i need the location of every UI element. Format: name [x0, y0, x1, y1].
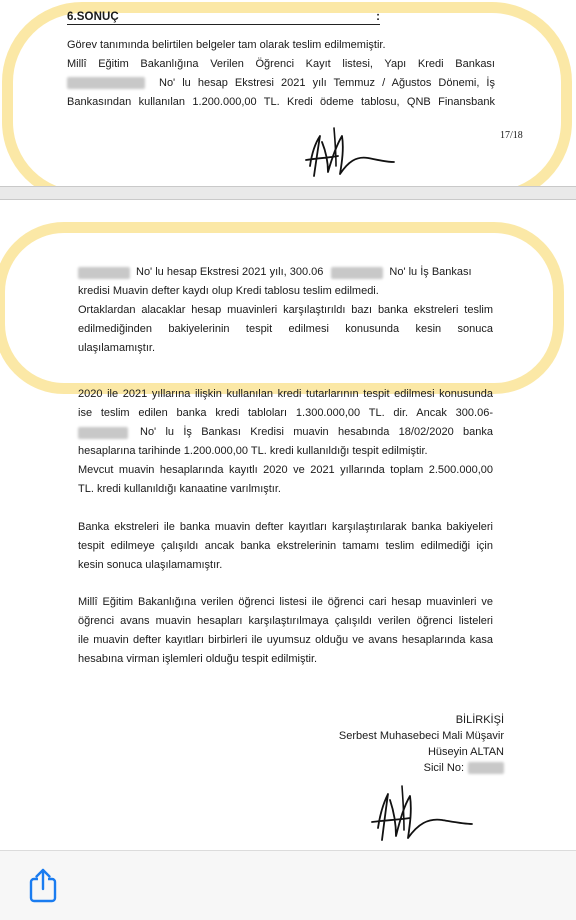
body-line: Mevcut muavin hesaplarında kayıtlı 2020 ve 2021 yıllarında toplam 2.500.000,00: [78, 464, 493, 476]
body-line-text: No' lu hesap Ekstresi 2021 yılı, 300.06: [136, 266, 324, 278]
document-page-17: [0, 0, 576, 186]
body-line: kesin sonuca ulaşılamamıştır.: [78, 559, 223, 571]
heading-text: 6.SONUÇ: [67, 11, 119, 23]
body-line-text: No' lu İş Bankası Kredisi muavin hesabında 18/02/2020 banka: [140, 426, 493, 438]
document-page-18: [0, 200, 576, 850]
signoff-role: Serbest Muhasebeci Mali Müşavir: [338, 730, 504, 742]
body-line-with-redaction: [67, 74, 495, 93]
body-line: ulaşılamamıştır.: [78, 342, 156, 354]
section-heading: [67, 11, 380, 25]
redacted-account-number: [78, 427, 128, 439]
redacted-account-number: [331, 267, 383, 279]
page-number: 17/18: [500, 130, 523, 141]
body-line: edilmediğinden bakiyelerinin tespit edilmesi konusunda kesin sonuca: [78, 323, 493, 335]
share-icon[interactable]: [26, 867, 60, 903]
sicil-label: Sicil No:: [423, 762, 464, 774]
body-line: Bankasından kullanılan 1.200.000,00 TL. Kredi ödeme tablosu, QNB Finansbank: [67, 96, 495, 108]
body-line: hesabına virman işlemleri olduğu tespit edilmiştir.: [78, 653, 318, 665]
body-line: kredisi Muavin defter kaydı olup Kredi tablosu teslim edilmedi.: [78, 285, 379, 297]
body-line: Ortaklardan alacaklar hesap muavinleri karşılaştırıldı bazı banka ekstreleri teslim: [78, 304, 493, 316]
body-line: ile muavin defter kayıtları birbirleri ile uyumsuz olduğu ve avans hesaplarında kasa: [78, 634, 493, 646]
body-line: Millî Eğitim Bakanlığına Verilen Öğrenci Kayıt listesi, Yapı Kredi Bankası: [67, 58, 495, 70]
bottom-toolbar: [0, 850, 576, 920]
body-line-with-redaction: [78, 423, 493, 442]
signoff-sicil: [339, 760, 504, 776]
body-line: hesaplarına tarihinde 1.200.000,00 TL. kredi kullanıldığı tespit edilmiştir.: [78, 445, 428, 457]
body-line: öğrenci avans muavin hesapları karşılaştırılmaya çalışıldı verilen öğrenci listeleri: [78, 615, 493, 627]
body-line-text: No' lu hesap Ekstresi 2021 yılı Temmuz / Ağustos Dönemi, İş: [159, 77, 495, 89]
body-line: Banka ekstreleri ile banka muavin defter kayıtları karşılaştırılarak banka bakiyeleri: [78, 521, 493, 533]
redacted-account-number: [78, 267, 130, 279]
body-line: ise teslim edilen banka kredi tabloları 1.300.000,00 TL. dir. Ancak 300.06-: [78, 407, 493, 419]
body-line: Görev tanımında belirtilen belgeler tam olarak teslim edilmemiştir.: [67, 39, 386, 51]
body-line: Millî Eğitim Bakanlığına verilen öğrenci listesi ile öğrenci cari hesap muavinleri ve: [78, 596, 493, 608]
body-line: tespit edilmeye çalışıldı ancak banka ekstrelerinin tamamı teslim edilmediği için: [78, 540, 493, 552]
redacted-account-number: [67, 77, 145, 89]
body-line-with-redaction: [78, 263, 493, 282]
signoff-title: BİLİRKİŞİ: [455, 714, 504, 726]
body-line: 2020 ile 2021 yıllarına ilişkin kullanılan kredi tutarlarının tespit edilmesi konusunda: [78, 388, 493, 400]
heading-colon: :: [376, 11, 380, 23]
expert-signoff: [339, 712, 504, 776]
page-break: [0, 186, 576, 200]
signature-image: [364, 778, 474, 846]
body-line-text: No' lu İş Bankası: [389, 266, 472, 278]
signature-image: [298, 118, 396, 184]
signoff-name: Hüseyin ALTAN: [427, 746, 504, 758]
redacted-registration-number: [468, 762, 504, 774]
body-line: TL. kredi kullanıldığı kanaatine varılmıştır.: [78, 483, 281, 495]
